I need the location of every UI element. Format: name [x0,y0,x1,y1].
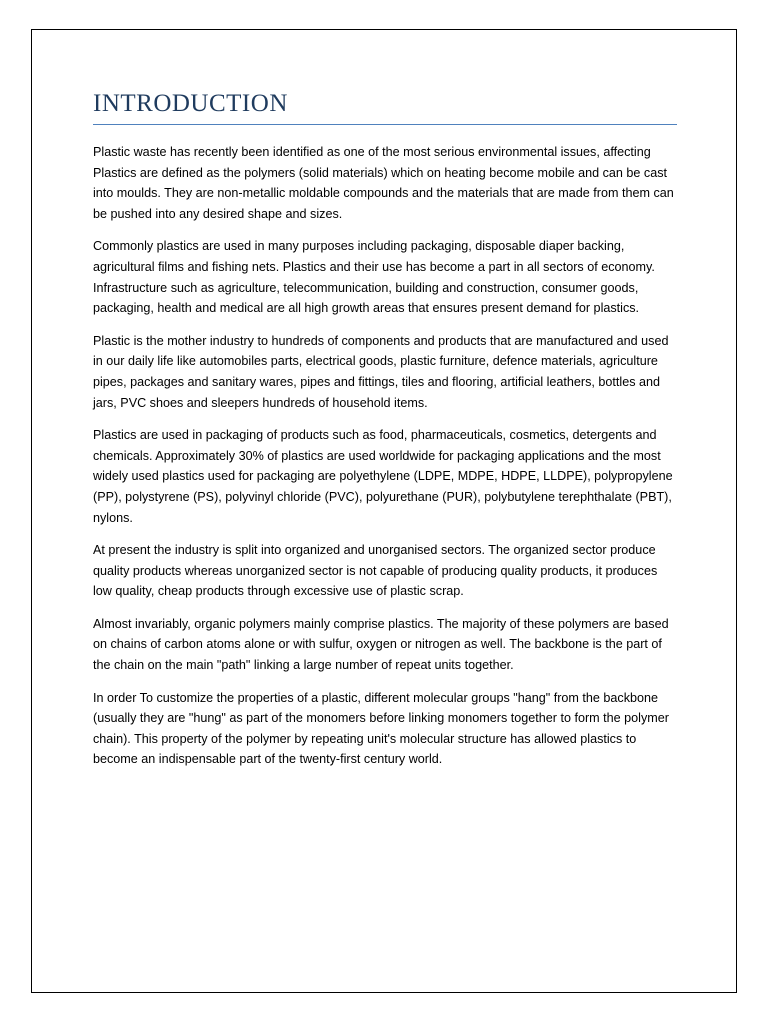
document-content [93,88,677,782]
paragraph-6: Almost invariably, organic polymers mainly comprise plastics. The majority of these polymers are based on chains of carbon atoms alone or with sulfur, oxygen or nitrogen as well. The backbone is the part of the chain on the main "path" linking a large number of repeat units together. [93,616,669,673]
paragraph-1: Plastic waste has recently been identified as one of the most serious environmental issues, affecting Plastics are defined as the polymers (solid materials) which on heating become mobile and can be cast into moulds. They are non-metallic moldable compounds and the materials that are made from them can be pushed into any desired shape and sizes. [93,145,674,221]
paragraph-5: At present the industry is split into organized and unorganised sectors. The organized sector produce quality products whereas unorganized sector is not capable of producing quality products, it produces low quality, cheap products through excessive use of plastic scrap. [93,543,658,599]
paragraph-7: In order To customize the properties of a plastic, different molecular groups "hang" from the backbone (usually they are "hung" as part of the monomers before linking monomers together to form the polymer chain). This property of the polymer by repeating unit's molecular structure has allowed plastics to become an indispensable part of the twenty-first century world. [93,690,669,767]
body-text [93,142,677,770]
section-heading: INTRODUCTION [93,88,677,125]
paragraph-4: Plastics are used in packaging of products such as food, pharmaceuticals, cosmetics, detergents and chemicals. Approximately 30% of plastics are used worldwide for packaging applications and the most widely used plastics used for packaging are polyethylene (LDPE, MDPE, HDPE, LLDPE), polypropylene (PP), polystyrene (PS), polyvinyl chloride (PVC), polyurethane (PUR), polybutylene terephthalate (PBT), nylons. [93,428,673,525]
paragraph-3: Plastic is the mother industry to hundreds of components and products that are manufactured and used in our daily life like automobiles parts, electrical goods, plastic furniture, defence materials, agriculture pipes, packages and sanitary wares, pipes and fittings, tiles and flooring, artificial leathers, bottles and jars, PVC shoes and sleepers hundreds of household items. [93,333,669,410]
paragraph-2: Commonly plastics are used in many purposes including packaging, disposable diaper backing, agricultural films and fishing nets. Plastics and their use has become a part in all sectors of economy. Infrastructure such as agriculture, telecommunication, building and construction, consumer goods, packaging, health and medical are all high growth areas that ensures present demand for plastics. [93,239,655,316]
